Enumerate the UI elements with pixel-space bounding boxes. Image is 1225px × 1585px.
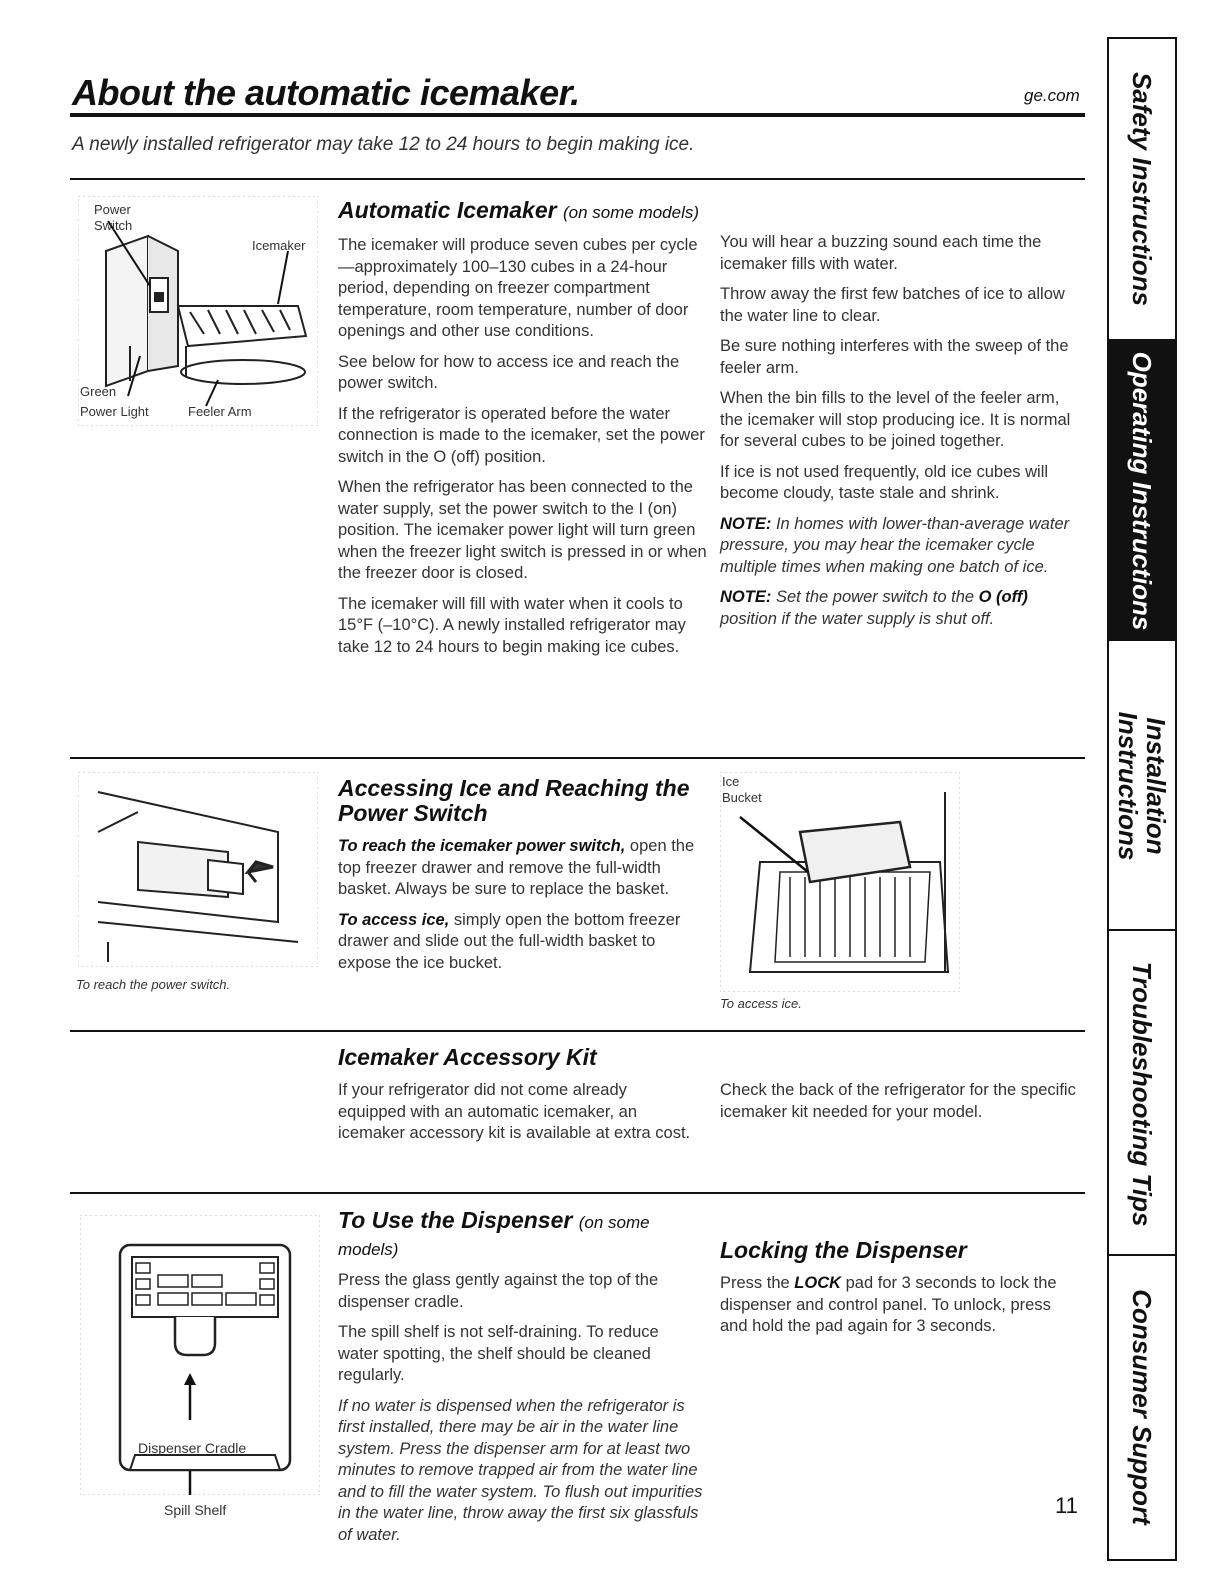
label-feeler-arm: Feeler Arm — [188, 404, 252, 419]
paragraph: The icemaker will produce seven cubes per cycle—approximately 100–130 cubes in a 24-hour period, depending on freezer compartment temperature, room temperature, number of door openings and other use conditions. — [338, 236, 698, 340]
section-heading: Locking the Dispenser — [720, 1237, 967, 1263]
site-url: ge.com — [1024, 86, 1080, 105]
dispenser-figure — [80, 1215, 320, 1518]
paragraph: Be sure nothing interferes with the sweep of the feeler arm. — [720, 337, 1069, 377]
page-subtitle: A newly installed refrigerator may take 12 to 24 hours to begin making ice. — [72, 134, 695, 155]
label-green: Green — [80, 384, 117, 399]
note-2 — [720, 587, 1080, 630]
paragraph: If your refrigerator did not come already equipped with an automatic icemaker, an icemaker accessory kit is available at extra cost. — [338, 1081, 691, 1142]
tab-operating-instructions[interactable] — [1109, 339, 1175, 641]
section-divider — [70, 178, 1085, 180]
para-text: simply open the bottom freezer drawer and slide out the full-width basket to expose the ice bucket. — [338, 910, 681, 972]
para-text: open the top freezer drawer and remove the full-width basket. Always be sure to replace the basket. — [338, 837, 695, 898]
paragraph: Press the glass gently against the top of the dispenser cradle. — [338, 1271, 659, 1311]
note-label: NOTE: — [720, 514, 772, 533]
title-rule — [70, 113, 1085, 117]
heading-text: To Use the Dispenser — [338, 1207, 573, 1233]
tab-label: Operating Instructions — [1127, 351, 1157, 631]
paragraph: If no water is dispensed when the refrigerator is first installed, there may be air in the water line system. Press the dispenser arm for at least two minutes to remove trapped air from the water line and to fill the water system. To flush out impurities in the water line, throw away the first six glassfuls of water. — [338, 1396, 703, 1544]
tab-safety-instructions[interactable] — [1109, 39, 1175, 339]
paragraph — [338, 910, 698, 975]
paragraph: The icemaker will fill with water when it cools to 15°F (–10°C). A newly installed refrigerator may take 12 to 24 hours to begin making ice cubes. — [338, 594, 686, 656]
tab-label: Installation Instructions — [1113, 711, 1171, 861]
section-tabs — [1107, 37, 1177, 1561]
label-dispenser-cradle: Dispenser Cradle — [138, 1440, 247, 1456]
paragraph: If ice is not used frequently, old ice cubes will become cloudy, taste stale and shrink. — [720, 462, 1049, 502]
para-text: pad for 3 seconds to lock the dispenser and control panel. To unlock, press and hold the pad again for 3 seconds. — [720, 1274, 1057, 1335]
note-emphasis: O (off) — [978, 588, 1028, 606]
paragraph: You will hear a buzzing sound each time the icemaker fills with water. — [720, 233, 1042, 273]
para-lead: To reach the icemaker power switch, — [338, 837, 626, 855]
label-icemaker: Icemaker — [252, 238, 306, 253]
accessing-text — [338, 776, 698, 983]
note-text: In homes with lower-than-average water pressure, you may hear the icemaker cycle multiple times when making one batch of ice. — [720, 514, 1070, 576]
heading-text: Automatic Icemaker — [338, 197, 557, 223]
label-bucket: Bucket — [722, 790, 762, 805]
auto-icemaker-col1 — [338, 198, 708, 667]
note-text: Set the power switch to the — [775, 588, 979, 606]
section-divider — [70, 757, 1085, 759]
paragraph: When the refrigerator has been connected to the water supply, set the power switch to the I (on) position. The icemaker power light will turn green when the freezer light switch is pressed in or when the freezer door is closed. — [338, 478, 707, 582]
kit-col2 — [720, 1080, 1080, 1132]
section-heading — [338, 1208, 703, 1262]
tab-label: Safety Instructions — [1127, 71, 1157, 307]
paragraph: Throw away the first few batches of ice to allow the water line to clear. — [720, 285, 1065, 325]
note-label: NOTE: — [720, 588, 772, 606]
page-title: About the automatic icemaker. — [72, 72, 580, 113]
ice-bucket-illustration — [720, 772, 960, 992]
tab-label: Consumer Support — [1127, 1288, 1157, 1525]
section-heading — [338, 198, 708, 225]
paragraph — [720, 1273, 1080, 1338]
paragraph: See below for how to access ice and reach the power switch. — [338, 352, 680, 392]
section-divider — [70, 1030, 1085, 1032]
lock-label: LOCK — [794, 1274, 842, 1292]
page-number: 11 — [1055, 1493, 1078, 1518]
icemaker-figure — [78, 196, 318, 426]
section-heading: Icemaker Accessory Kit — [338, 1044, 597, 1070]
tab-label: Troubleshooting Tips — [1127, 961, 1157, 1226]
section-heading: Accessing Ice and Reaching the — [338, 775, 690, 801]
section-heading: Power Switch — [338, 800, 488, 826]
paragraph: The spill shelf is not self-draining. To reduce water spotting, the shelf should be cleaned regularly. — [338, 1323, 659, 1384]
caption-power-switch: To reach the power switch. — [76, 977, 231, 992]
kit-col1 — [338, 1045, 698, 1154]
power-switch-figure — [78, 772, 318, 967]
label-power-light: Power Light — [80, 404, 149, 419]
paragraph: Check the back of the refrigerator for the specific icemaker kit needed for your model. — [720, 1081, 1076, 1121]
tab-consumer-support[interactable] — [1109, 1254, 1175, 1557]
tab-installation-instructions[interactable] — [1109, 639, 1175, 931]
label-ice: Ice — [722, 774, 740, 789]
heading-note: (on some models) — [562, 203, 700, 222]
drawer-illustration — [78, 772, 318, 967]
para-lead: To access ice, — [338, 910, 450, 929]
section-divider — [70, 1192, 1085, 1194]
paragraph: If the refrigerator is operated before the water connection is made to the icemaker, set the power switch in the O (off) position. — [338, 404, 705, 466]
note-text: position if the water supply is shut off. — [720, 609, 995, 628]
label-spill-shelf: Spill Shelf — [164, 1502, 227, 1518]
caption-access-ice: To access ice. — [720, 996, 802, 1011]
dispenser-text — [338, 1208, 703, 1555]
paragraph — [338, 836, 698, 901]
note-1 — [720, 514, 1080, 579]
ice-bucket-figure — [720, 772, 960, 992]
label-power: Power — [94, 202, 131, 217]
paragraph: When the bin fills to the level of the feeler arm, the icemaker will stop producing ice. It is normal for several cubes to be joined together. — [720, 389, 1071, 450]
label-switch: Switch — [94, 218, 133, 233]
auto-icemaker-col2 — [720, 232, 1080, 639]
tab-troubleshooting-tips[interactable] — [1109, 929, 1175, 1256]
para-text: Press the — [720, 1274, 795, 1292]
locking-text — [720, 1238, 1080, 1347]
heading-note: (on some models) — [338, 1213, 650, 1259]
